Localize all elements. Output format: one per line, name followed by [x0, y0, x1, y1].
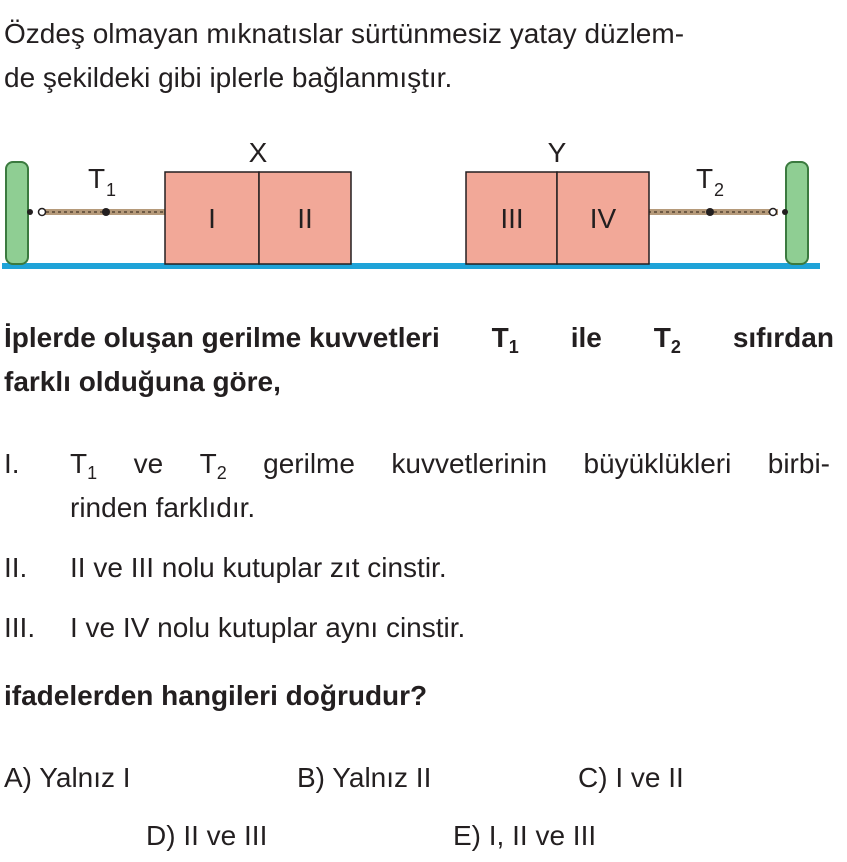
question-prompt: ifadelerden hangileri doğrudur?: [4, 680, 428, 711]
intro-line-1: Özdeş olmayan mıknatıslar sürtünmesiz yatay düzlem-: [4, 18, 685, 49]
t2-subscript: 2: [714, 180, 725, 200]
question-part-a: İplerde oluşan gerilme kuvvetleri: [4, 322, 440, 353]
pole-label-1: I: [208, 203, 216, 234]
question-line-2: farklı olduğuna göre,: [4, 366, 281, 397]
question-t2: $T_2$: [653, 322, 681, 357]
statement-i: I. $T_1$ ve $T_2$ gerilme kuvvetlerinin büyüklükleri birbi- rinden farklıdır.: [4, 442, 834, 530]
option-b[interactable]: B) Yalnız II: [297, 762, 432, 793]
t1-label: T: [88, 163, 106, 194]
question-part-b: ile: [570, 322, 602, 353]
magnet-y-label: Y: [547, 137, 567, 168]
problem-intro: [4, 12, 834, 100]
option-e[interactable]: E) I, II ve III: [453, 820, 597, 851]
statement-ii-number: II.: [4, 552, 28, 583]
left-wall: [6, 162, 28, 264]
magnet-x-label: X: [248, 137, 268, 168]
right-wall: [786, 162, 808, 264]
question-t1: $T_1$: [491, 322, 519, 357]
statement-ii-text: II ve III nolu kutuplar zıt cinstir.: [70, 552, 447, 583]
pole-label-2: II: [297, 203, 313, 234]
option-c[interactable]: C) I ve II: [578, 762, 684, 793]
left-anchor: [27, 209, 33, 215]
statement-iii-number: III.: [4, 612, 36, 643]
t2-label: T: [696, 163, 714, 194]
option-d[interactable]: D) II ve III: [146, 820, 268, 851]
pole-label-3: III: [500, 203, 524, 234]
question-stem: [4, 316, 834, 404]
statement-iii-text: I ve IV nolu kutuplar aynı cinstir.: [70, 612, 466, 643]
option-a[interactable]: A) Yalnız I: [4, 762, 131, 793]
statement-i-number: I.: [4, 448, 20, 479]
pole-label-4: IV: [589, 203, 617, 234]
magnet-figure: [0, 130, 847, 280]
right-anchor: [782, 209, 788, 215]
t1-subscript: 1: [106, 180, 117, 200]
t1-point: [102, 208, 110, 216]
intro-line-2: de şekildeki gibi iplerle bağlanmıştır.: [4, 62, 453, 93]
question-part-c: sıfırdan: [732, 322, 834, 353]
t2-point: [706, 208, 714, 216]
frictionless-floor: [2, 263, 820, 269]
statement-i-line-2: rinden farklıdır.: [70, 492, 256, 523]
